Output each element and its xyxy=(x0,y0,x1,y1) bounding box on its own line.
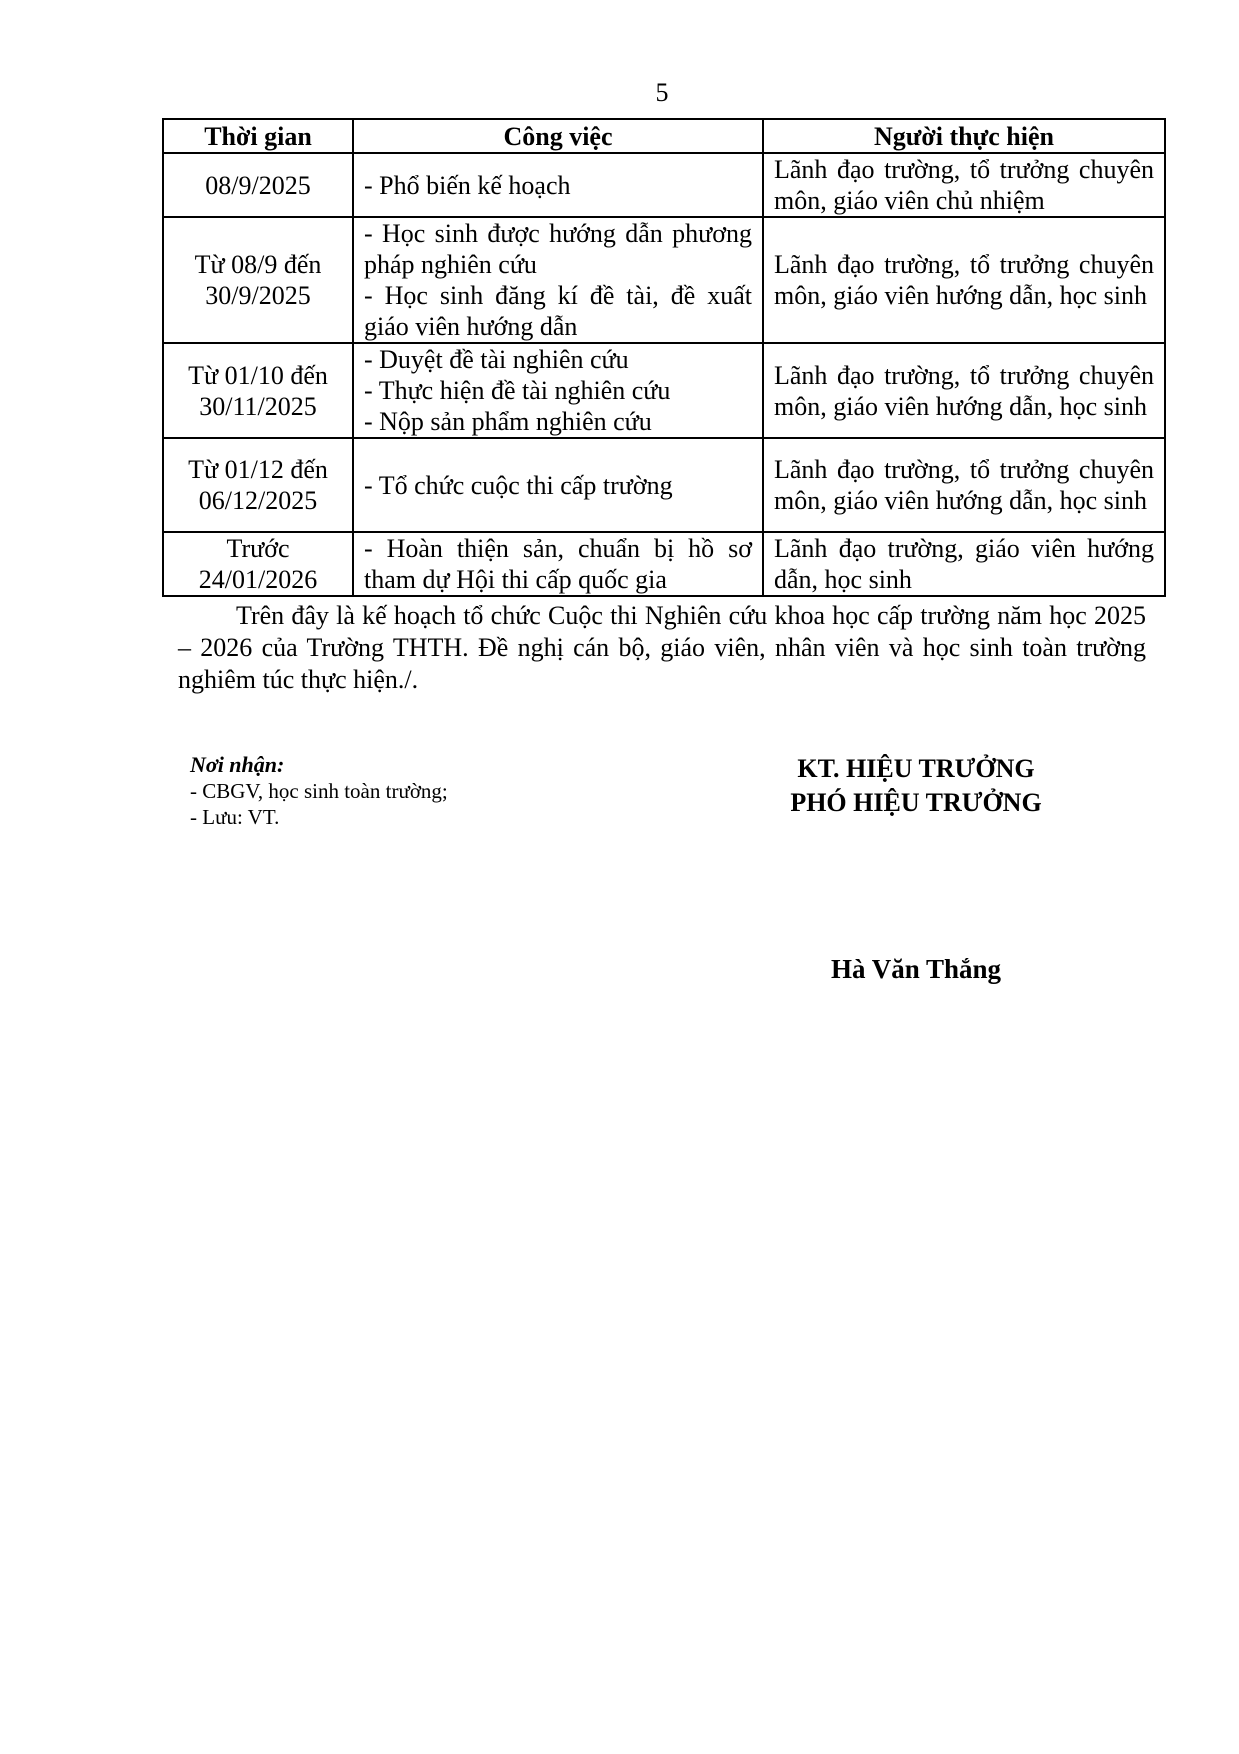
table-row xyxy=(163,438,1165,532)
owner-cell: Lãnh đạo trường, tổ trưởng chuyên môn, giáo viên hướng dẫn, học sinh xyxy=(763,438,1165,532)
recipient-item: - CBGV, học sinh toàn trường; xyxy=(190,779,448,803)
time-line: 08/9/2025 xyxy=(205,170,311,200)
table-row xyxy=(163,217,1165,343)
signer-name: Hà Văn Thắng xyxy=(830,954,1002,984)
time-line: 30/9/2025 xyxy=(205,281,311,310)
owner-cell: Lãnh đạo trường, tổ trưởng chuyên môn, giáo viên chủ nhiệm xyxy=(763,153,1165,217)
task-line: - Nộp sản phẩm nghiên cứu xyxy=(364,407,652,436)
closing-paragraph: Trên đây là kế hoạch tổ chức Cuộc thi Nghiên cứu khoa học cấp trường năm học 2025 – 2026 của Trường THTH. Đề nghị cán bộ, giáo viên, nhân viên và học sinh toàn trường nghiêm túc thực hiện./. xyxy=(178,601,1146,694)
time-line: Trước xyxy=(226,534,290,563)
time-cell xyxy=(163,153,353,217)
task-line: - Phổ biến kế hoạch xyxy=(364,170,571,200)
signature-block xyxy=(726,752,1106,820)
time-cell xyxy=(163,343,353,438)
header-time: Thời gian xyxy=(163,119,353,153)
owner-cell: Lãnh đạo trường, giáo viên hướng dẫn, học sinh xyxy=(763,532,1165,596)
page-number: 5 xyxy=(655,78,669,107)
table-row xyxy=(163,532,1165,596)
table-row xyxy=(163,343,1165,438)
time-line: Từ 08/9 đến xyxy=(194,250,322,279)
task-line: - Tổ chức cuộc thi cấp trường xyxy=(364,470,673,500)
time-cell xyxy=(163,532,353,596)
task-line: - Duyệt đề tài nghiên cứu xyxy=(364,345,629,374)
task-cell xyxy=(353,343,763,438)
task-cell xyxy=(353,532,763,596)
time-cell xyxy=(163,438,353,532)
time-cell xyxy=(163,217,353,343)
recipients-block xyxy=(190,752,448,830)
recipient-item: - Lưu: VT. xyxy=(190,805,280,829)
header-task: Công việc xyxy=(353,119,763,153)
task-line: - Học sinh được hướng dẫn phương pháp nghiên cứu xyxy=(364,219,752,279)
table-row xyxy=(163,153,1165,217)
time-line: Từ 01/12 đến xyxy=(188,455,328,484)
task-cell xyxy=(353,153,763,217)
header-owner: Người thực hiện xyxy=(763,119,1165,153)
task-line: - Thực hiện đề tài nghiên cứu xyxy=(364,376,671,405)
task-line: - Hoàn thiện sản, chuẩn bị hồ sơ tham dự Hội thi cấp quốc gia xyxy=(364,534,752,594)
signature-title: KT. HIỆU TRƯỞNG xyxy=(797,754,1035,783)
task-line: - Học sinh đăng kí đề tài, đề xuất giáo viên hướng dẫn xyxy=(364,281,752,341)
schedule-table xyxy=(162,118,1166,597)
time-line: 30/11/2025 xyxy=(199,391,317,421)
recipients-title: Nơi nhận: xyxy=(190,752,285,777)
owner-cell: Lãnh đạo trường, tổ trưởng chuyên môn, giáo viên hướng dẫn, học sinh xyxy=(763,217,1165,343)
time-line: Từ 01/10 đến xyxy=(188,360,328,390)
signature-subtitle: PHÓ HIỆU TRƯỞNG xyxy=(790,788,1042,817)
time-line: 24/01/2026 xyxy=(198,565,318,594)
owner-cell: Lãnh đạo trường, tổ trưởng chuyên môn, giáo viên hướng dẫn, học sinh xyxy=(763,343,1165,438)
task-cell xyxy=(353,438,763,532)
table-header-row xyxy=(163,119,1165,153)
task-cell xyxy=(353,217,763,343)
time-line: 06/12/2025 xyxy=(198,486,318,515)
